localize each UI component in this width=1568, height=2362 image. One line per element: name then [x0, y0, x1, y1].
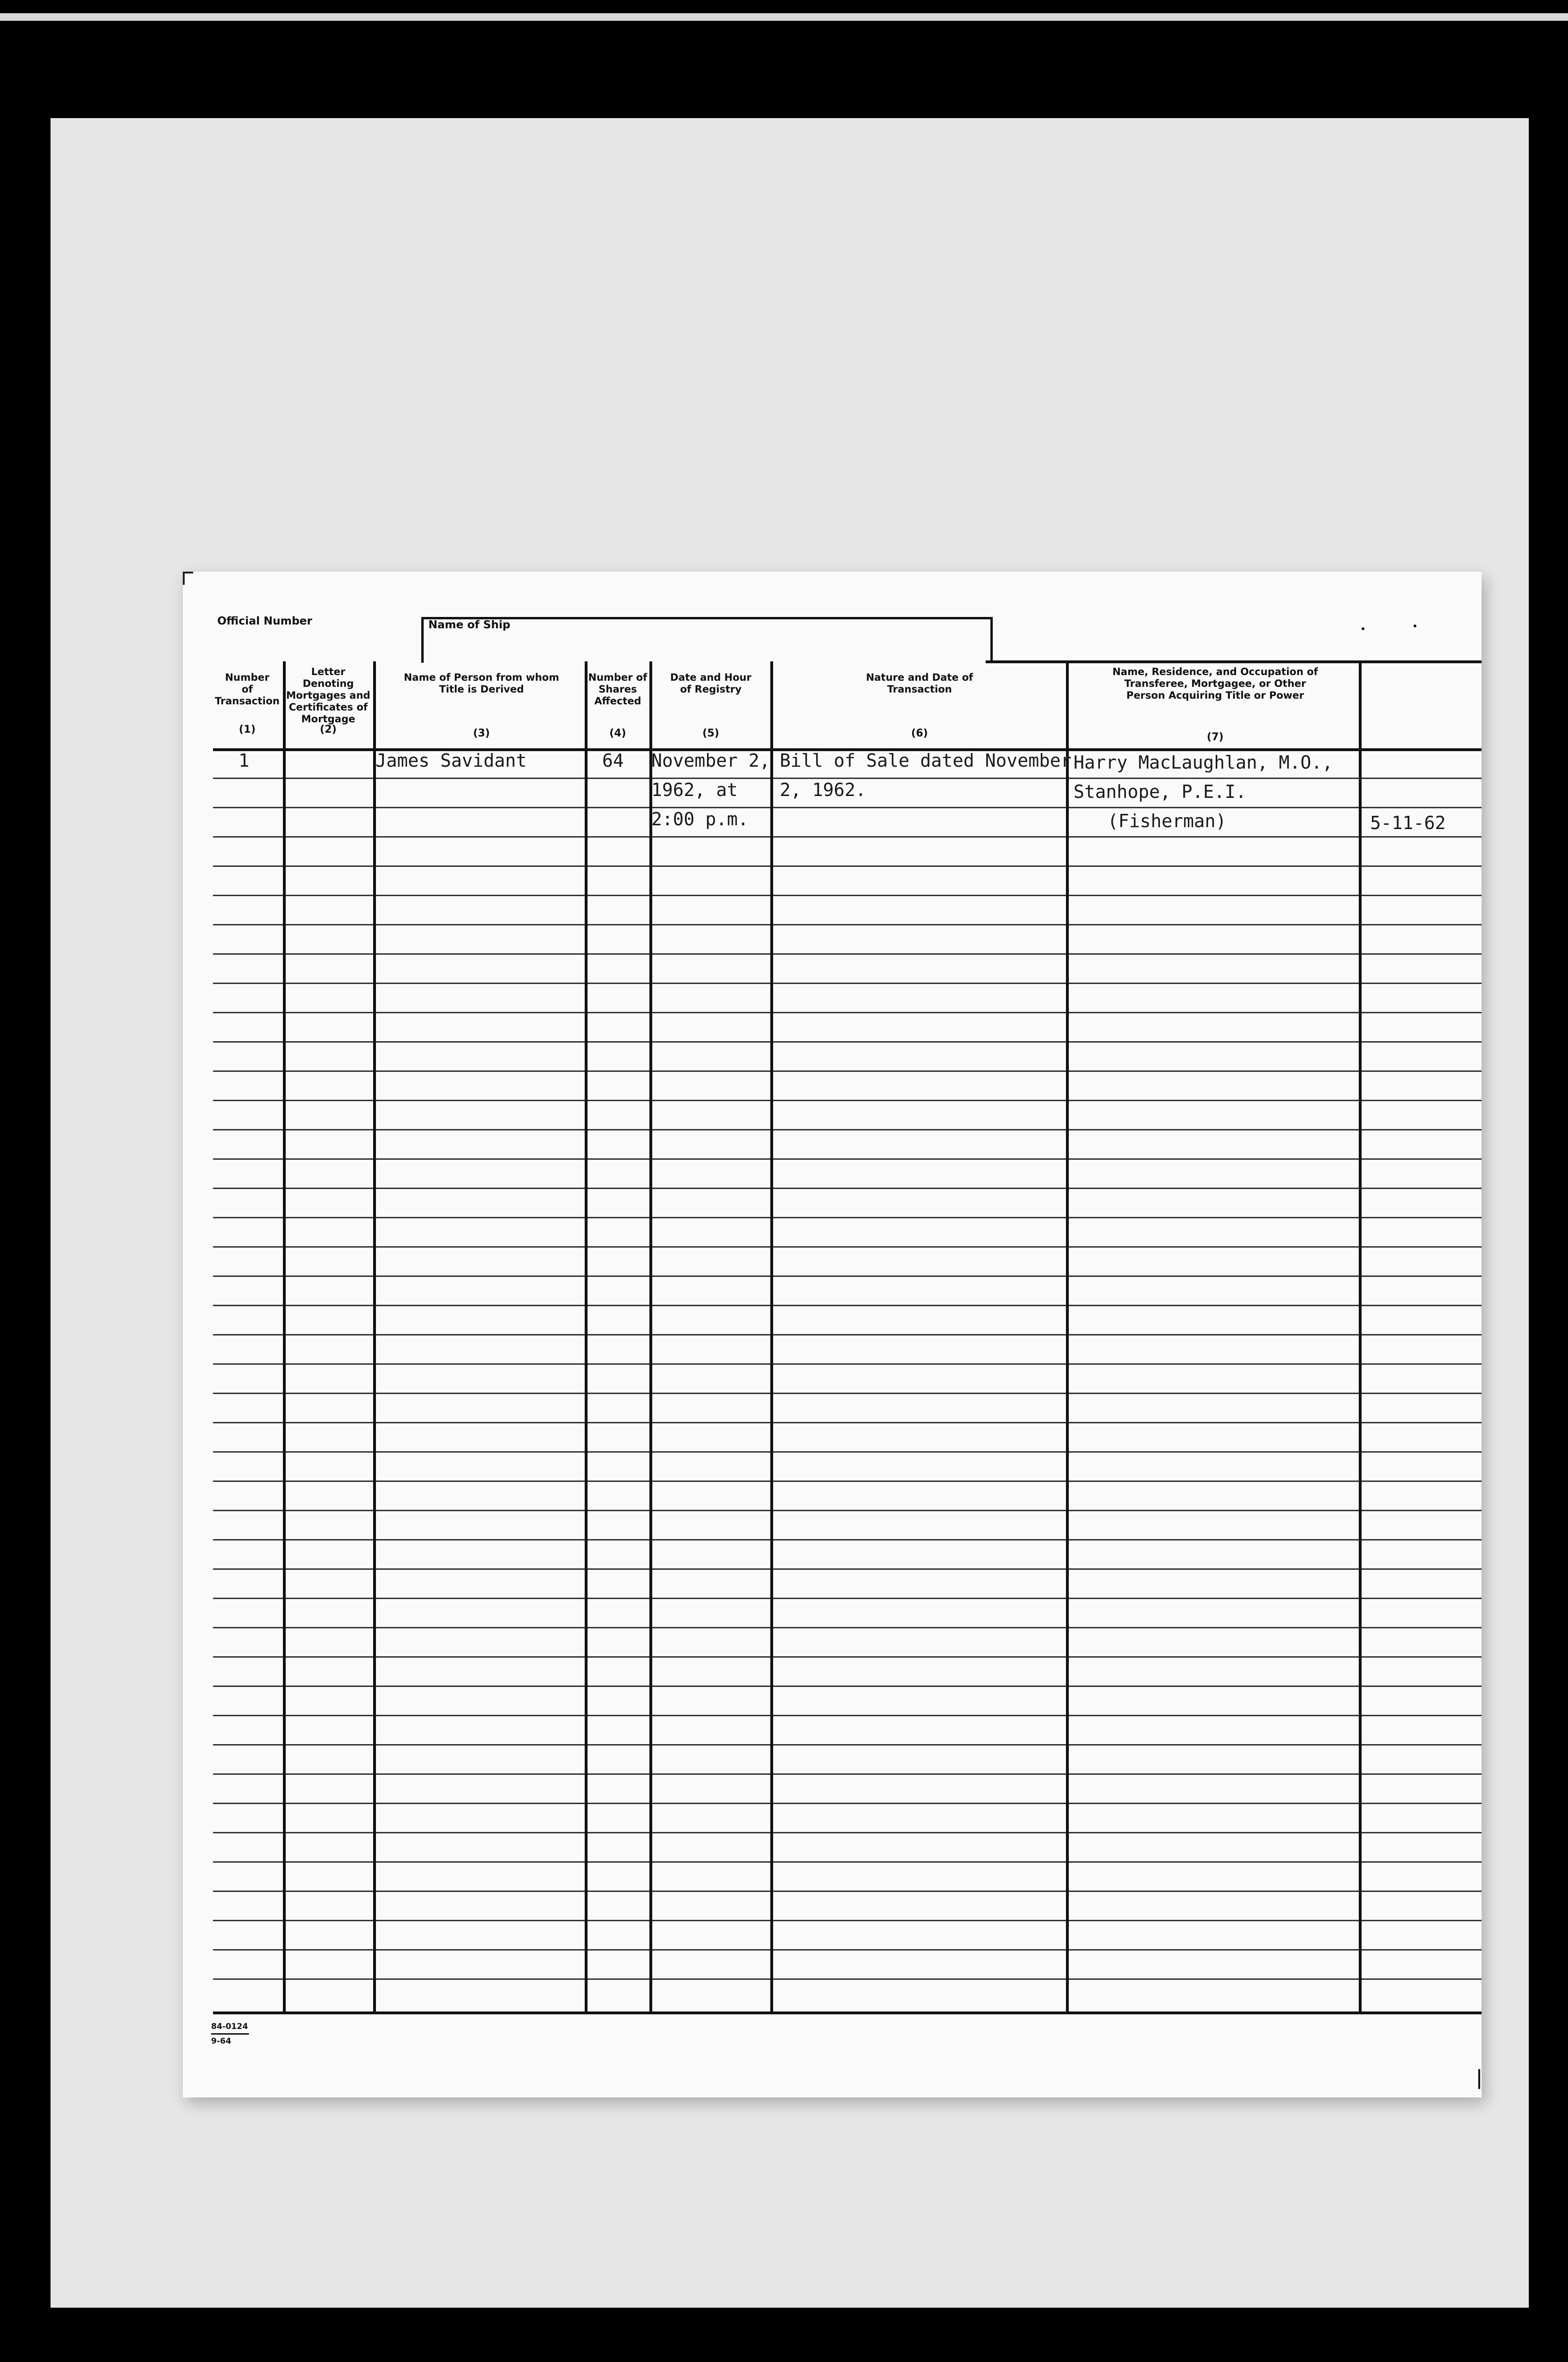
row-rule [213, 1832, 1482, 1833]
column-number-2: (2) [320, 724, 337, 736]
column-heading-4: Number of Shares Affected [588, 672, 648, 707]
column-divider [1066, 661, 1069, 2013]
row-rule [213, 1100, 1482, 1101]
column-number-4: (4) [609, 727, 626, 739]
film-edge [0, 13, 1568, 21]
column-number-3: (3) [473, 727, 490, 739]
margin-date: 5-11-62 [1370, 813, 1446, 833]
row-rule [213, 1070, 1482, 1072]
row-rule [213, 1451, 1482, 1453]
row-rule [213, 1481, 1482, 1482]
row-rule [213, 1012, 1482, 1013]
shares-affected: 64 [602, 750, 624, 771]
column-divider [1359, 661, 1362, 2013]
row-rule [213, 1393, 1482, 1394]
column-heading-6: Nature and Date of Transaction [866, 672, 973, 695]
row-rule [213, 1129, 1482, 1130]
row-rule [213, 1275, 1482, 1277]
ship-register-form [183, 572, 1482, 2097]
column-number-7: (7) [1207, 731, 1224, 743]
form-code [211, 2021, 249, 2047]
transaction-nature-line-2: 2, 1962. [780, 779, 867, 800]
edge-mark [1478, 2069, 1480, 2089]
row-rule [213, 1686, 1482, 1687]
row-rule [213, 953, 1482, 955]
row-rule [213, 924, 1482, 925]
column-number-5: (5) [702, 727, 719, 739]
column-divider [649, 661, 652, 2013]
mark-dot [1414, 625, 1416, 627]
form-code-revision: 9-64 [211, 2037, 231, 2046]
row-rule [213, 807, 1482, 808]
header-rule [986, 660, 1482, 663]
row-rule [213, 1158, 1482, 1160]
column-number-6: (6) [911, 727, 928, 739]
row-rule [213, 1334, 1482, 1335]
transaction-number: 1 [239, 750, 249, 771]
row-rule [213, 1627, 1482, 1628]
row-rule [213, 983, 1482, 984]
mark-dot [1362, 627, 1364, 630]
column-heading-2: Letter Denoting Mortgages and Certificates of Mortgage [286, 666, 371, 725]
official-number-label: Official Number [217, 615, 313, 627]
row-rule [213, 1422, 1482, 1423]
row-rule [213, 836, 1482, 838]
row-rule [213, 1246, 1482, 1248]
form-bottom-rule [213, 2011, 1482, 2014]
row-rule [213, 1188, 1482, 1189]
row-rule [213, 1978, 1482, 1980]
row-rule [213, 1598, 1482, 1599]
transferee-line-2: Stanhope, P.E.I. [1074, 781, 1247, 802]
row-rule [213, 1510, 1482, 1511]
row-rule [213, 1920, 1482, 1921]
column-heading-1: Number of Transaction [214, 672, 280, 707]
form-code-divider [211, 2033, 249, 2035]
person-from-name: James Savidant [375, 750, 527, 771]
row-rule [213, 1949, 1482, 1951]
row-rule [213, 1656, 1482, 1658]
column-number-1: (1) [239, 724, 256, 736]
registry-date-line-1: November 2, [651, 750, 770, 771]
row-rule [213, 1305, 1482, 1306]
row-rule [213, 1217, 1482, 1218]
row-rule [213, 1744, 1482, 1746]
registry-date-line-3: 2:00 p.m. [651, 809, 749, 830]
column-divider [770, 661, 773, 2013]
column-divider [373, 661, 376, 2013]
row-rule [213, 865, 1482, 867]
transaction-nature-line-1: Bill of Sale dated November [780, 750, 1072, 771]
row-rule [213, 1041, 1482, 1043]
name-of-ship-label: Name of Ship [428, 619, 511, 631]
row-rule [213, 1363, 1482, 1365]
form-code-number: 84-0124 [211, 2022, 248, 2031]
row-rule [213, 1861, 1482, 1863]
column-divider [585, 661, 588, 2013]
row-rule [213, 1773, 1482, 1775]
row-rule [213, 1568, 1482, 1570]
transferee-line-1: Harry MacLaughlan, M.O., [1074, 752, 1333, 773]
column-heading-7: Name, Residence, and Occupation of Transferee, Mortgagee, or Other Person Acquiring Title or Power [1112, 666, 1318, 701]
row-rule [213, 1803, 1482, 1804]
column-divider [283, 661, 286, 2013]
row-rule [213, 1539, 1482, 1540]
column-heading-5: Date and Hour of Registry [670, 672, 751, 695]
registry-date-line-2: 1962, at [651, 779, 738, 800]
row-rule [213, 1891, 1482, 1892]
corner-mark [183, 572, 193, 585]
column-heading-3: Name of Person from whom Title is Derived [403, 672, 559, 695]
row-rule [213, 778, 1482, 779]
row-rule [213, 1715, 1482, 1716]
document-backing [51, 118, 1529, 2308]
row-rule [213, 895, 1482, 896]
transferee-line-3: (Fisherman) [1108, 811, 1227, 831]
